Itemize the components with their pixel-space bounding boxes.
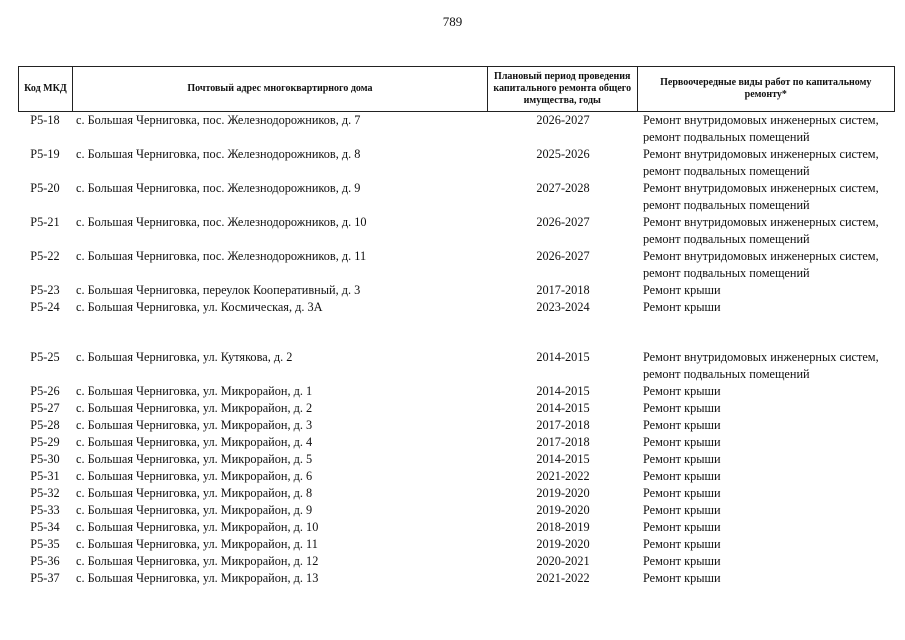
cell-code: Р5-29 [30,435,60,449]
cell-period: 2019-2020 [536,486,590,500]
cell-works: Ремонт крыши [643,537,721,551]
cell-works: Ремонт крыши [643,520,721,534]
works-line-2: ремонт подвальных помещений [643,366,810,381]
table-row [18,502,895,519]
table-row [18,214,895,248]
page-number: 789 [442,14,463,29]
cell-works: Ремонт крыши [643,469,721,483]
cell-works [638,349,895,383]
cell-code: Р5-37 [30,571,60,585]
cell-period: 2014-2015 [536,384,590,398]
table-row [18,553,895,570]
cell-period: 2021-2022 [536,571,590,585]
cell-code: Р5-21 [30,215,60,229]
cell-period: 2017-2018 [536,283,590,297]
table-row [18,400,895,417]
table-row [18,349,895,383]
cell-code: Р5-24 [30,300,60,314]
cell-works: Ремонт крыши [643,401,721,415]
table-header [18,66,895,112]
cell-address: с. Большая Черниговка, ул. Микрорайон, д. 2 [76,401,313,415]
table-row [18,451,895,468]
cell-code: Р5-19 [30,147,60,161]
table-row [18,468,895,485]
cell-period: 2017-2018 [536,435,590,449]
cell-code: Р5-35 [30,537,60,551]
cell-works [638,214,895,248]
cell-works: Ремонт крыши [643,452,721,466]
header-period: Плановый период проведения капитального ремонта общего имущества, годы [488,67,638,111]
cell-code: Р5-36 [30,554,60,568]
table-row [18,248,895,282]
cell-address: с. Большая Черниговка, ул. Микрорайон, д. 9 [76,503,313,517]
cell-works [638,112,895,146]
cell-code: Р5-30 [30,452,60,466]
cell-code: Р5-22 [30,249,60,263]
table-row [18,112,895,146]
table-body [18,112,895,587]
cell-works: Ремонт крыши [643,503,721,517]
cell-period: 2019-2020 [536,537,590,551]
cell-address: с. Большая Черниговка, ул. Микрорайон, д. 3 [76,418,313,432]
works-line-1: Ремонт внутридомовых инженерных систем, [643,215,879,229]
cell-period: 2020-2021 [536,554,590,568]
cell-works: Ремонт крыши [643,486,721,500]
cell-works: Ремонт крыши [643,418,721,432]
cell-code: Р5-34 [30,520,60,534]
cell-address: с. Большая Черниговка, переулок Кооперативный, д. 3 [76,283,361,297]
cell-code: Р5-27 [30,401,60,415]
cell-works: Ремонт крыши [643,554,721,568]
table-row [18,434,895,451]
repair-schedule-table [18,66,895,587]
table-row [18,146,895,180]
table-row [18,417,895,434]
cell-period: 2027-2028 [536,181,590,195]
works-line-2: ремонт подвальных помещений [643,129,810,144]
works-line-2: ремонт подвальных помещений [643,265,810,280]
cell-address: с. Большая Черниговка, ул. Кутякова, д. 2 [76,350,293,364]
works-line-1: Ремонт внутридомовых инженерных систем, [643,147,879,161]
table-row [18,282,895,299]
cell-address: с. Большая Черниговка, ул. Микрорайон, д. 5 [76,452,313,466]
cell-period: 2014-2015 [536,401,590,415]
table-row [18,485,895,502]
cell-period: 2025-2026 [536,147,590,161]
cell-code: Р5-26 [30,384,60,398]
table-row [18,383,895,400]
cell-works: Ремонт крыши [643,384,721,398]
cell-address: с. Большая Черниговка, ул. Микрорайон, д. 13 [76,571,319,585]
works-line-1: Ремонт внутридомовых инженерных систем, [643,181,879,195]
works-line-1: Ремонт внутридомовых инженерных систем, [643,249,879,263]
cell-address: с. Большая Черниговка, пос. Железнодорожников, д. 7 [76,113,361,127]
cell-address: с. Большая Черниговка, ул. Микрорайон, д. 12 [76,554,319,568]
cell-code: Р5-33 [30,503,60,517]
cell-works: Ремонт крыши [643,435,721,449]
cell-period: 2019-2020 [536,503,590,517]
cell-address: с. Большая Черниговка, ул. Микрорайон, д. 4 [76,435,313,449]
cell-works [638,248,895,282]
cell-address: с. Большая Черниговка, пос. Железнодорожников, д. 8 [76,147,361,161]
cell-period: 2017-2018 [536,418,590,432]
cell-code: Р5-20 [30,181,60,195]
cell-address: с. Большая Черниговка, ул. Микрорайон, д. 10 [76,520,319,534]
works-line-2: ремонт подвальных помещений [643,163,810,178]
table-row [18,536,895,553]
header-works: Первоочередные виды работ по капитальному ремонту* [660,77,872,100]
works-line-2: ремонт подвальных помещений [643,197,810,212]
cell-code: Р5-28 [30,418,60,432]
cell-address: с. Большая Черниговка, пос. Железнодорожников, д. 11 [76,249,367,263]
cell-period: 2014-2015 [536,350,590,364]
table-row [18,299,895,349]
cell-period: 2014-2015 [536,452,590,466]
header-address: Почтовый адрес многоквартирного дома [73,67,488,111]
table-row [18,180,895,214]
cell-period: 2026-2027 [536,113,590,127]
cell-address: с. Большая Черниговка, ул. Микрорайон, д. 11 [76,537,318,551]
cell-code: Р5-23 [30,283,60,297]
cell-code: Р5-18 [30,113,60,127]
cell-code: Р5-31 [30,469,60,483]
works-line-1: Ремонт внутридомовых инженерных систем, [643,350,879,364]
works-line-1: Ремонт внутридомовых инженерных систем, [643,113,879,127]
cell-period: 2026-2027 [536,215,590,229]
works-line-2: ремонт подвальных помещений [643,231,810,246]
header-code: Код МКД [19,67,73,111]
cell-code: Р5-32 [30,486,60,500]
cell-works [638,180,895,214]
cell-works [638,146,895,180]
cell-period: 2023-2024 [536,300,590,314]
cell-works: Ремонт крыши [643,283,721,297]
cell-period: 2021-2022 [536,469,590,483]
cell-address: с. Большая Черниговка, ул. Микрорайон, д. 6 [76,469,313,483]
table-row [18,570,895,587]
cell-address: с. Большая Черниговка, ул. Микрорайон, д. 1 [76,384,313,398]
cell-address: с. Большая Черниговка, пос. Железнодорожников, д. 9 [76,181,361,195]
cell-works: Ремонт крыши [643,300,721,314]
cell-address: с. Большая Черниговка, ул. Микрорайон, д. 8 [76,486,313,500]
table-row [18,519,895,536]
cell-code: Р5-25 [30,350,60,364]
cell-works: Ремонт крыши [643,571,721,585]
cell-period: 2018-2019 [536,520,590,534]
cell-address: с. Большая Черниговка, пос. Железнодорожников, д. 10 [76,215,367,229]
cell-period: 2026-2027 [536,249,590,263]
cell-address: с. Большая Черниговка, ул. Космическая, д. 3А [76,300,323,314]
